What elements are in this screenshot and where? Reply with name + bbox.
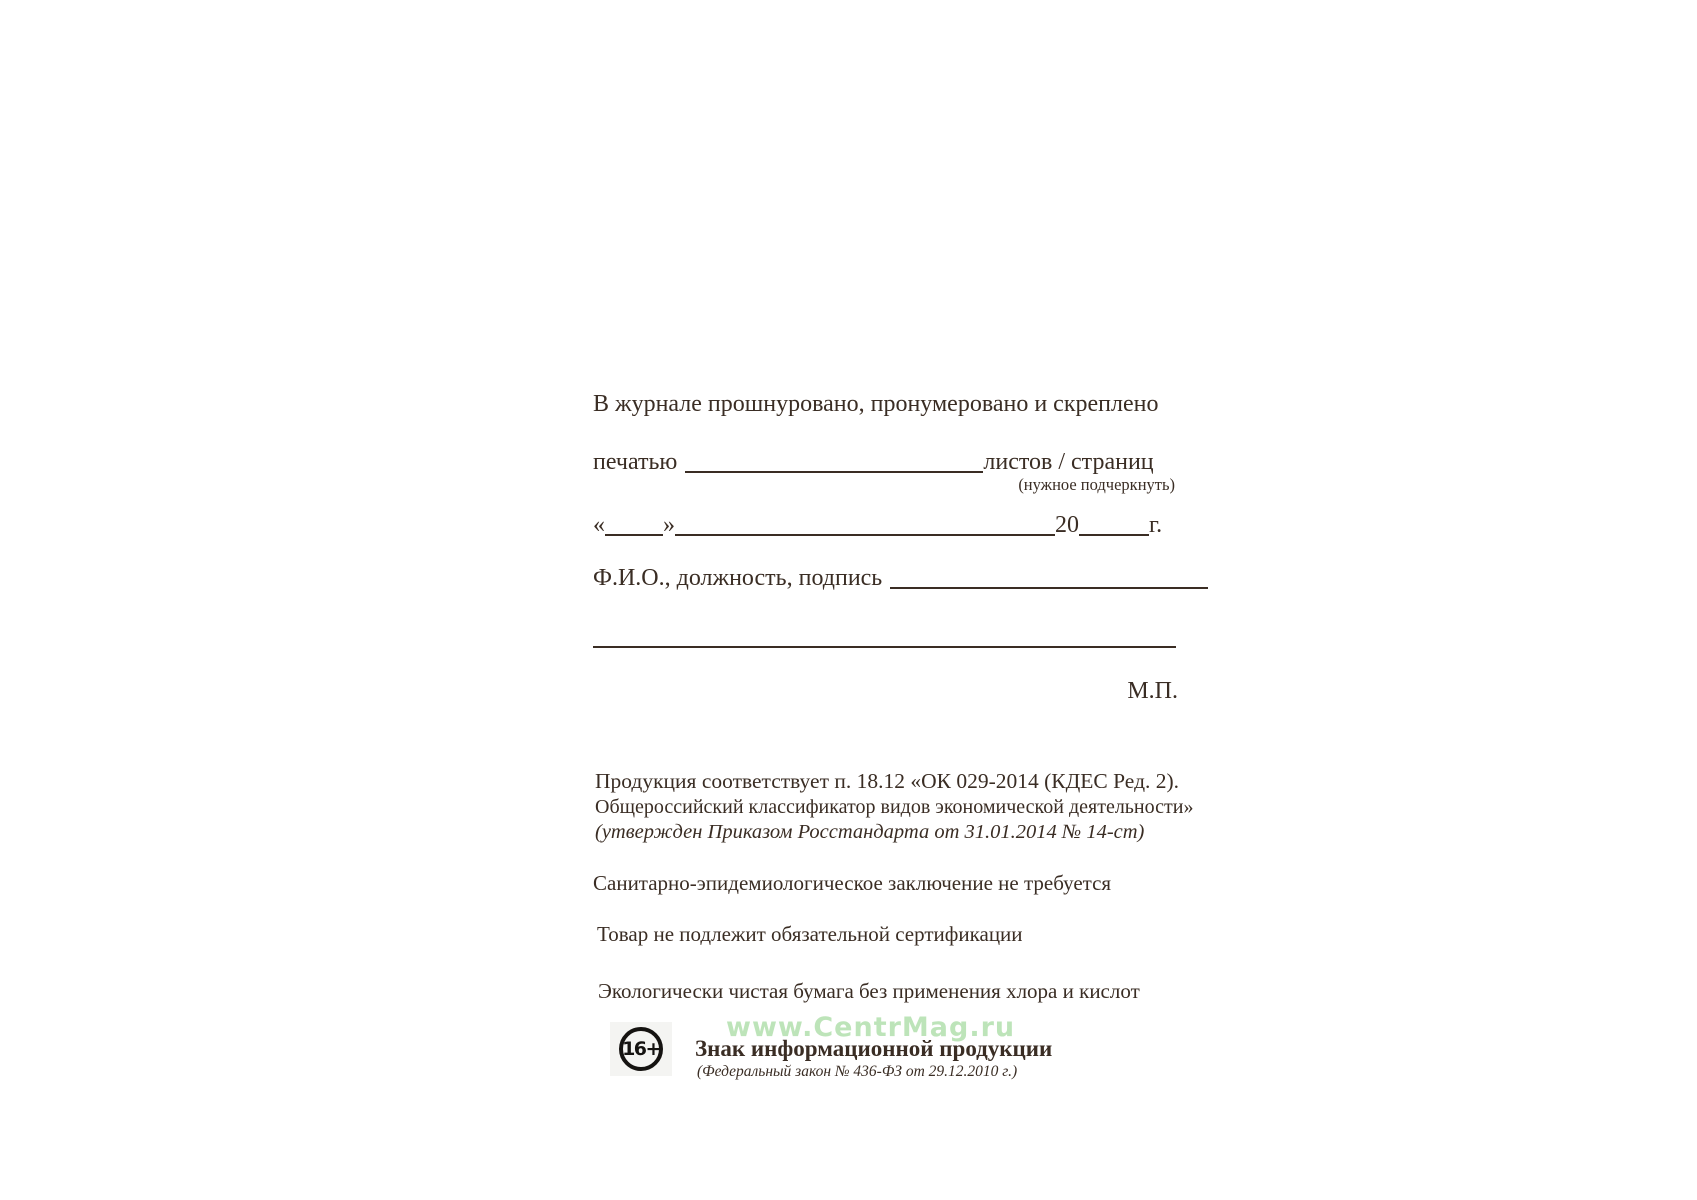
- info-product-sign-title: Знак информационной продукции: [695, 1036, 1053, 1061]
- continuation-blank-line: [593, 630, 1176, 648]
- underline-note: (нужное подчеркнуть): [1018, 475, 1175, 494]
- signature-blank-line: [890, 587, 1208, 589]
- seal-blank-line: [685, 471, 983, 473]
- classifier-line-3: (утвержден Приказом Росстандарта от 31.01.2014 № 14-ст): [595, 821, 1145, 843]
- year-blank-line: [1079, 534, 1149, 536]
- year-prefix: 20: [1055, 512, 1079, 538]
- close-quote: »: [663, 512, 675, 538]
- sheets-pages-label: листов / страниц: [983, 449, 1154, 475]
- binding-statement-line: В журнале прошнуровано, пронумеровано и скреплено: [593, 391, 1159, 417]
- sanitary-statement: Санитарно-эпидемиологическое заключение не требуется: [593, 871, 1112, 895]
- signature-label: Ф.И.О., должность, подпись: [593, 565, 883, 591]
- month-blank-line: [675, 534, 1055, 536]
- certification-statement: Товар не подлежит обязательной сертификации: [597, 922, 1023, 946]
- stamp-place-abbr: М.П.: [1127, 678, 1178, 704]
- year-suffix: г.: [1149, 512, 1163, 538]
- signature-line: [593, 565, 1208, 591]
- age-16-plus-icon: 16+: [619, 1027, 663, 1071]
- info-product-sign-law-note: (Федеральный закон № 436-ФЗ от 29.12.2010 г.): [697, 1063, 1018, 1080]
- sealed-line: [593, 449, 1154, 475]
- age-rating-badge: [610, 1022, 672, 1076]
- date-line: [593, 512, 1162, 538]
- classifier-line-2: Общероссийский классификатор видов экономической деятельности»: [595, 796, 1194, 818]
- classifier-line-1: Продукция соответствует п. 18.12 «ОК 029-2014 (КДЕС Ред. 2).: [595, 769, 1180, 793]
- ecology-statement: Экологически чистая бумага без применения хлора и кислот: [598, 979, 1140, 1003]
- journal-back-page: [593, 0, 1194, 1200]
- open-quote: «: [593, 512, 605, 538]
- watermark: www.CentrMag.ru: [726, 1012, 1016, 1043]
- day-blank-line: [605, 534, 663, 536]
- sealed-label: печатью: [593, 449, 678, 475]
